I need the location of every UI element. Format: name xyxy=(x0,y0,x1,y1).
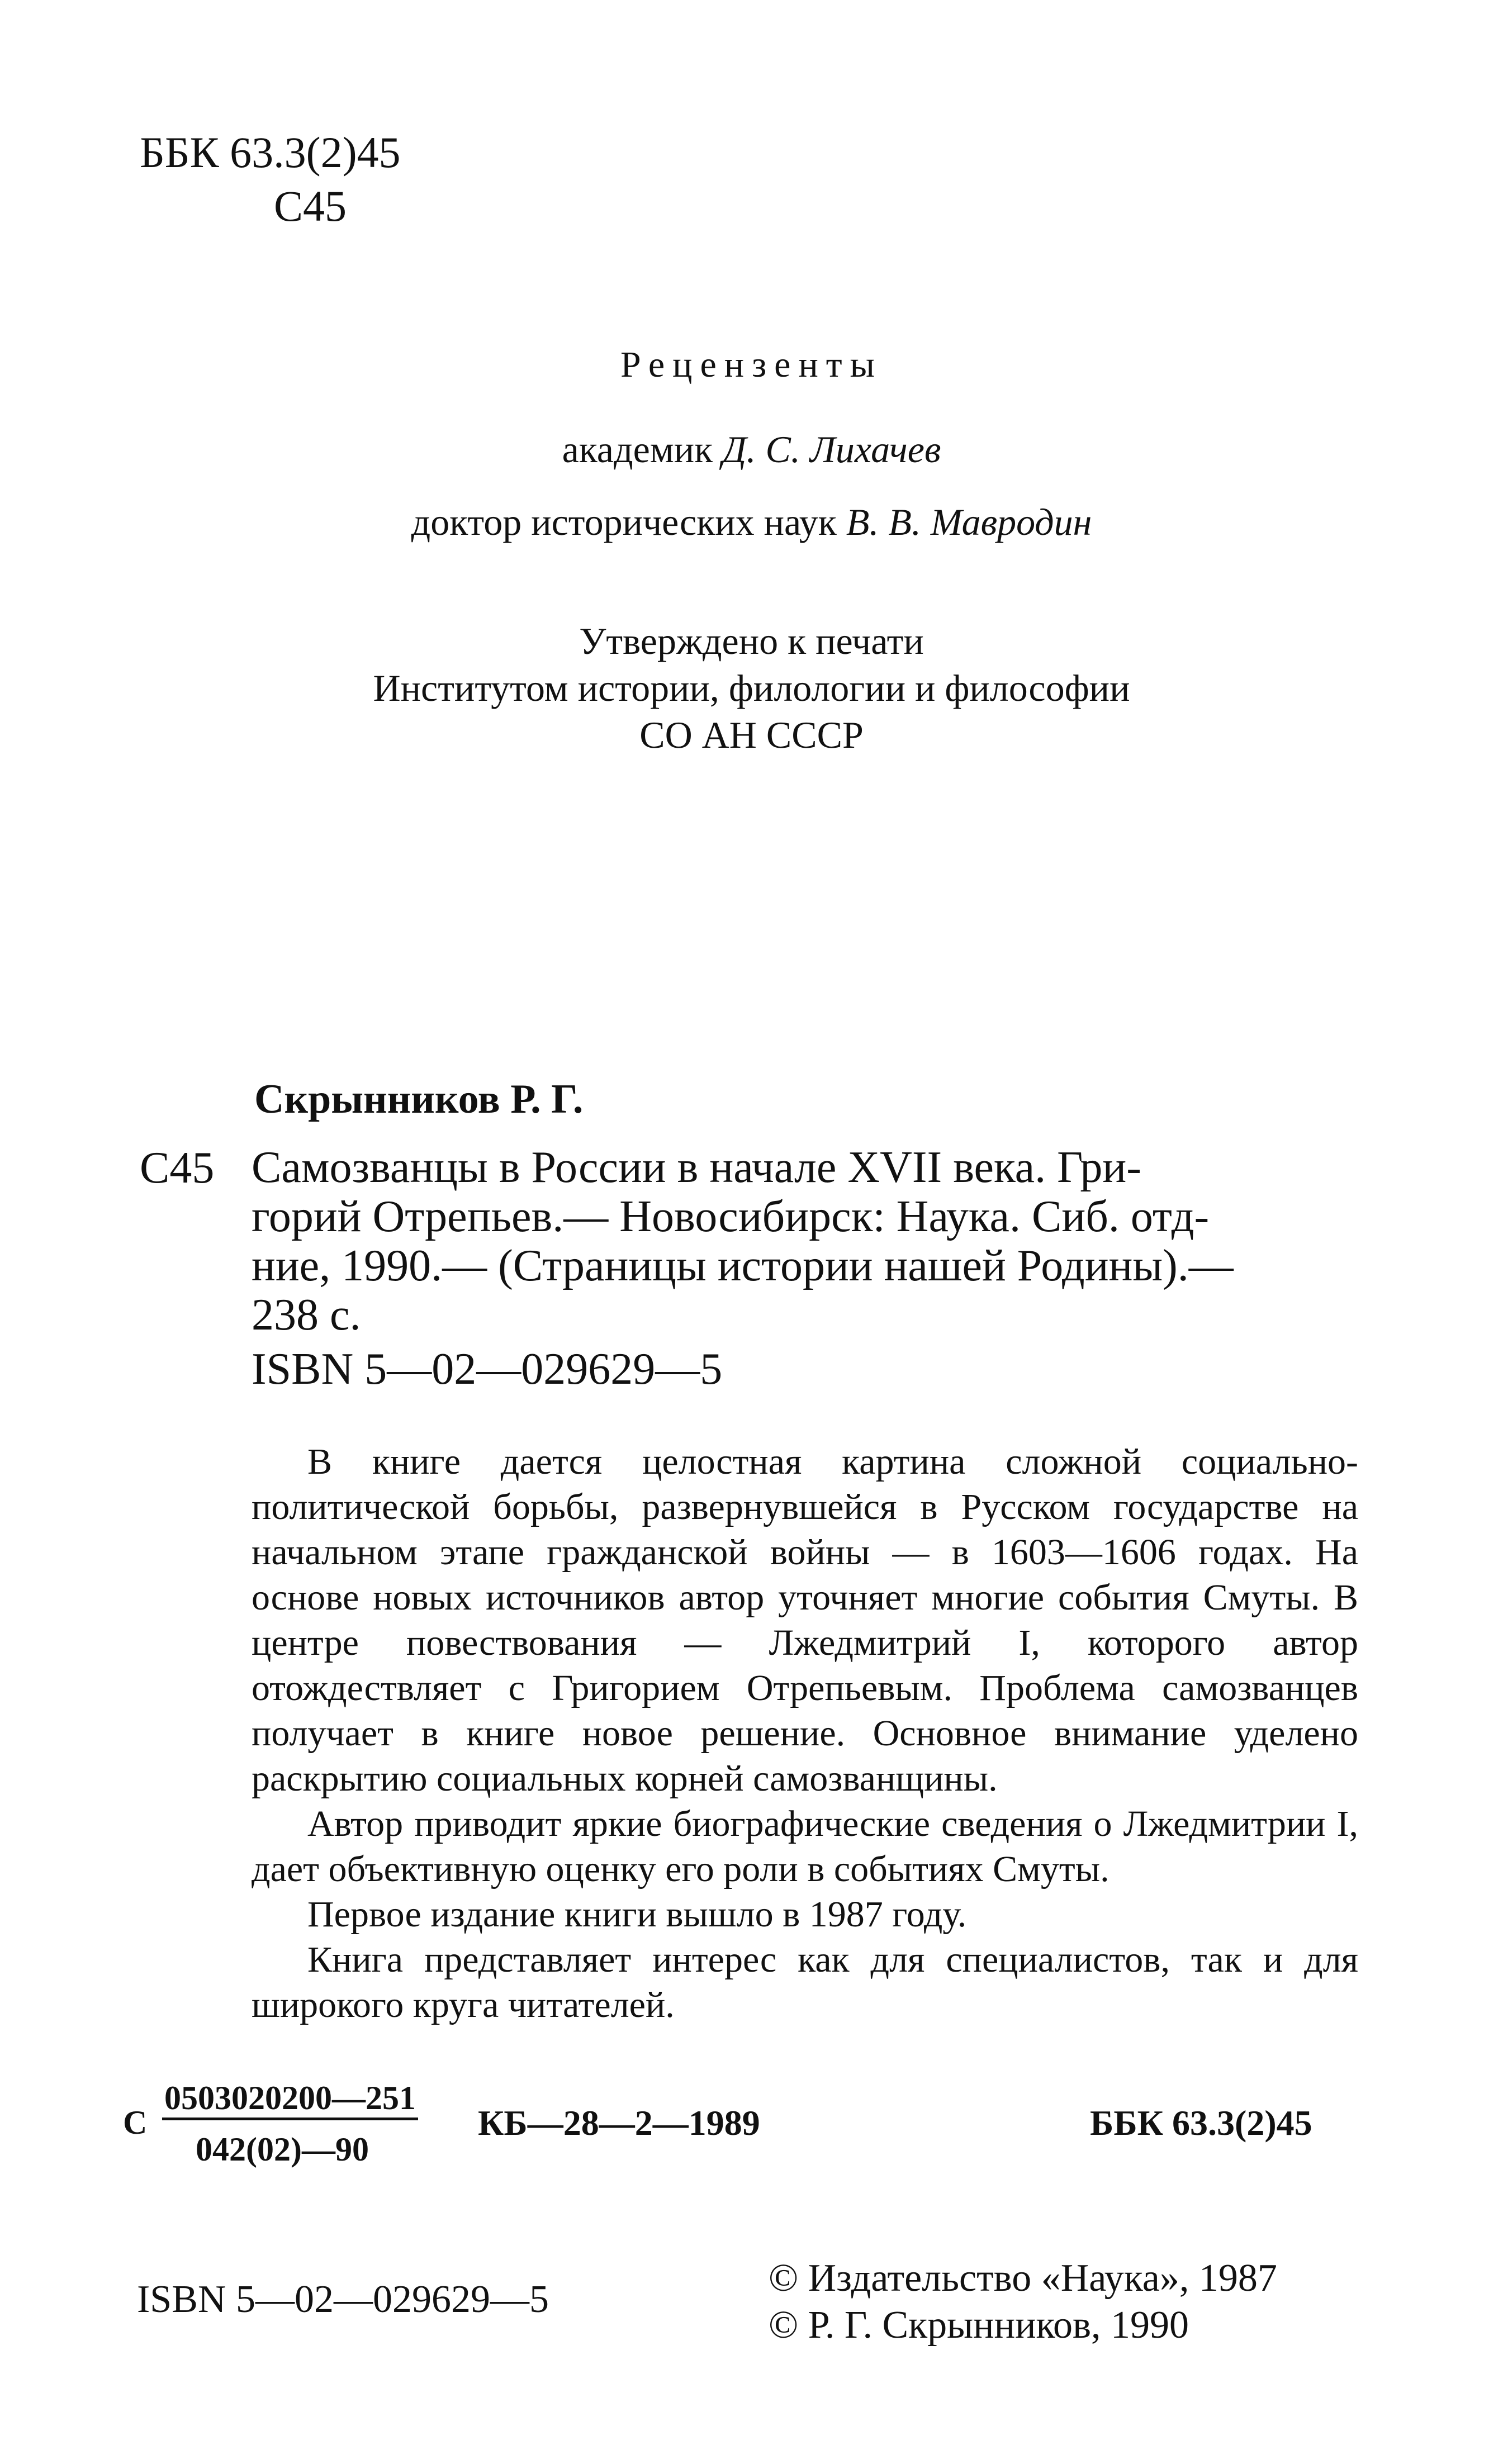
reviewers-title: Рецензенты xyxy=(620,344,883,385)
biblio-line-3: ние, 1990.— (Страницы истории нашей Родины).— xyxy=(252,1241,1234,1290)
kb-code: КБ—28—2—1989 xyxy=(478,2103,760,2143)
reviewer-2-name: В. В. Мавродин xyxy=(846,501,1092,543)
biblio-line-1: Самозванцы в России в начале XVII века. Гри- xyxy=(252,1143,1141,1192)
abstract-paragraph-4: Книга представляет интерес как для специалистов, так и для широкого круга читателей. xyxy=(252,1939,1358,2025)
approval-line-3: СО АН СССР xyxy=(639,714,864,756)
copyright-author: © Р. Г. Скрынников, 1990 xyxy=(769,2304,1189,2347)
copyright-block xyxy=(769,2255,1277,2349)
abstract-paragraph-3: Первое издание книги вышло в 1987 году. xyxy=(307,1894,967,1935)
reviewer-2-role: доктор исторических наук xyxy=(411,501,837,543)
approval-block xyxy=(0,618,1503,758)
bbk-index: ББК 63.3(2)45 xyxy=(140,128,401,177)
bbk-classification-bottom: ББК 63.3(2)45 xyxy=(1090,2103,1312,2143)
abstract-paragraph-1: В книге дается целостная картина сложной социально-политической борьбы, развернувшейся в Русском государстве на начальном этапе гражданской войны — в 1603—1606 годах. На основе новых источников автор уточняет многие события Смуты. В центре повествования — Лжедмитрий I, которого автор отождествляет с Григорием Отрепьевым. Проблема самозванцев получает в книге новое решение. Основное внимание уделено раскрытию социальных корней самозванщины. xyxy=(252,1441,1358,1799)
approval-line-1: Утверждено к печати xyxy=(579,620,924,662)
author-sign-code: С45 xyxy=(274,182,347,230)
reviewer-1-role: академик xyxy=(562,428,713,471)
reviewer-2 xyxy=(0,500,1503,544)
bbk-classification-top xyxy=(140,126,401,233)
copyright-publisher: © Издательство «Наука», 1987 xyxy=(769,2257,1277,2300)
abstract xyxy=(252,1439,1358,2028)
fraction-letter: С xyxy=(123,2104,148,2141)
abstract-paragraph-2: Автор приводит яркие биографические сведения о Лжедмитрии I, дает объективную оценку его роли в событиях Смуты. xyxy=(252,1803,1358,1889)
biblio-line-2: горий Отрепьев.— Новосибирск: Наука. Сиб. отд- xyxy=(252,1192,1210,1241)
fraction-denominator: 042(02)—90 xyxy=(196,2131,369,2168)
reviewer-1-name: Д. С. Лихачев xyxy=(722,428,941,471)
approval-line-2: Институтом истории, филологии и философии xyxy=(373,667,1130,709)
bibliographic-description xyxy=(252,1143,1358,1340)
biblio-line-4: 238 с. xyxy=(252,1290,361,1340)
entry-code: С45 xyxy=(140,1143,215,1193)
isbn-bottom: ISBN 5—02—029629—5 xyxy=(137,2278,549,2321)
reviewer-1 xyxy=(0,428,1503,472)
author-heading: Скрынников Р. Г. xyxy=(254,1076,584,1122)
fraction-numerator: 0503020200—251 xyxy=(162,2079,418,2120)
isbn-main: ISBN 5—02—029629—5 xyxy=(252,1345,723,1394)
